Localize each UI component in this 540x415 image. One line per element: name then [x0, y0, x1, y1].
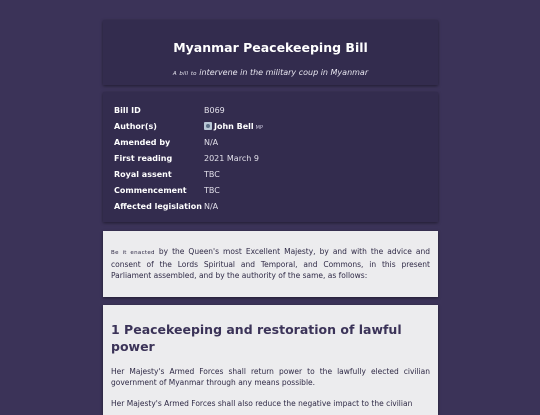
enacting-text: by the Queen's most Excellent Majesty, by and with the advice and consent of the Lords Spiritual and Temporal, and Commons, in this present Parliament assembled, and by the authority of the same, as follows:: [111, 247, 430, 280]
section-card: [103, 305, 438, 415]
subtitle-text: intervene in the military coup in Myanmar: [199, 68, 369, 77]
info-value: TBC: [204, 185, 220, 195]
info-row-affected-legislation: [114, 198, 438, 214]
info-row-amended-by: [114, 134, 438, 150]
info-key: Amended by: [114, 137, 171, 147]
info-row-authors: [114, 118, 438, 134]
info-value: B069: [204, 105, 225, 115]
info-value: TBC: [204, 169, 220, 179]
info-value: N/A: [204, 137, 219, 147]
section-paragraph: Her Majesty's Armed Forces shall also reduce the negative impact to the civilian: [111, 399, 413, 408]
info-value: N/A: [204, 201, 219, 211]
info-key: First reading: [114, 153, 173, 163]
author-entry[interactable]: [204, 122, 263, 131]
section-heading: 1 Peacekeeping and restoration of lawful power: [111, 322, 402, 354]
info-row-first-reading: [114, 150, 438, 166]
enacting-formula-card: [103, 231, 438, 297]
bill-subtitle: [103, 68, 438, 77]
enacting-lead: Be it enacted: [111, 250, 155, 256]
info-key: Commencement: [114, 185, 187, 195]
info-row-royal-assent: [114, 166, 438, 182]
subtitle-bill-word: bill: [179, 71, 189, 77]
bill-title: Myanmar Peacekeeping Bill: [173, 40, 368, 55]
info-key: Royal assent: [114, 169, 172, 179]
bill-title-card: [103, 20, 438, 85]
author-name[interactable]: John Bell: [214, 121, 254, 131]
subtitle-to-word: to: [190, 71, 197, 77]
section-paragraph: Her Majesty's Armed Forces shall return power to the lawfully elected civilian government of Myanmar through any means possible.: [111, 367, 430, 387]
bill-info-card: [103, 92, 438, 222]
info-key: Affected legislation: [114, 201, 202, 211]
info-row-commencement: [114, 182, 438, 198]
info-row-bill-id: [114, 102, 438, 118]
info-key: Author(s): [114, 121, 157, 131]
user-icon: [204, 122, 212, 130]
info-key: Bill ID: [114, 105, 141, 115]
author-mp-suffix: MP: [255, 124, 263, 131]
info-value: 2021 March 9: [204, 153, 259, 163]
subtitle-article: A: [172, 71, 177, 77]
